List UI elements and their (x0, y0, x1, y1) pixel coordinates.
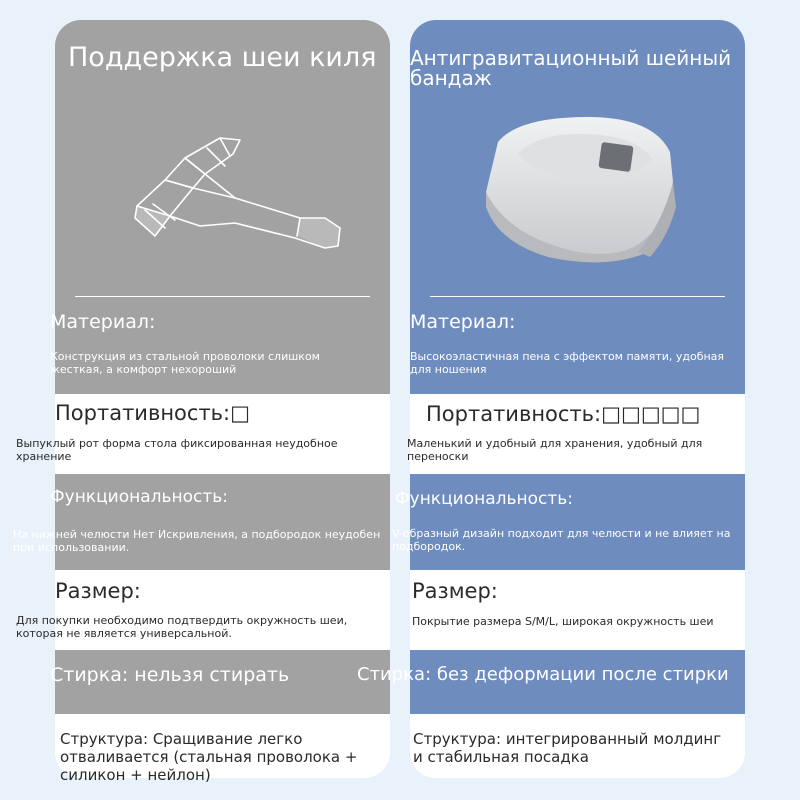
left-portability-stars: □ (230, 401, 250, 425)
right-size-text: Покрытие размера S/M/L, широкая окружность шеи (412, 615, 714, 628)
left-wash-label: Стирка: нельзя стирать (50, 664, 290, 686)
left-portability-label: Портативность:□ (55, 401, 250, 425)
right-wash-label: Стирка: без деформации после стирки (357, 664, 729, 685)
left-title: Поддержка шеи киля (68, 42, 377, 73)
right-divider (430, 296, 725, 297)
right-size-label: Размер: (412, 579, 498, 603)
right-material-label: Материал: (410, 311, 516, 333)
left-portability-text: Выпуклый рот форма стола фиксированная неудобное хранение (16, 437, 338, 463)
left-material-label: Материал: (50, 311, 156, 333)
left-structure-text: Структура: Сращивание легко отваливается (стальная проволока + силикон + нейлон) (60, 730, 358, 784)
left-material-text: Конструкция из стальной проволоки слишком жесткая, а комфорт нехороший (50, 350, 320, 376)
left-divider (75, 296, 370, 297)
right-portability-stars: □□□□□ (601, 402, 701, 426)
right-title: Антигравитационный шейный бандаж (410, 46, 732, 90)
left-function-label: Функциональность: (50, 487, 229, 507)
foam-collar-illustration (478, 112, 688, 272)
right-portability-label: Портативность:□□□□□ (426, 402, 701, 426)
left-size-label: Размер: (55, 579, 141, 603)
left-size-text: Для покупки необходимо подтвердить окружность шеи, которая не является универсальной. (16, 614, 348, 640)
right-portability-text: Маленький и удобный для хранения, удобный для переноски (407, 437, 703, 463)
left-function-text: На нижней челюсти Нет Искривления, а подбородок неудобен при использовании. (13, 528, 381, 554)
right-structure-text: Структура: интегрированный молдинг и стабильная посадка (413, 730, 722, 766)
keel-neck-support-illustration (125, 128, 355, 263)
right-material-text: Высокоэластичная пена с эффектом памяти, удобная для ношения (410, 350, 725, 376)
right-function-text: V-образный дизайн подходит для челюсти и не влияет на подбородок. (392, 527, 731, 553)
right-function-label: Функциональность: (395, 489, 574, 509)
